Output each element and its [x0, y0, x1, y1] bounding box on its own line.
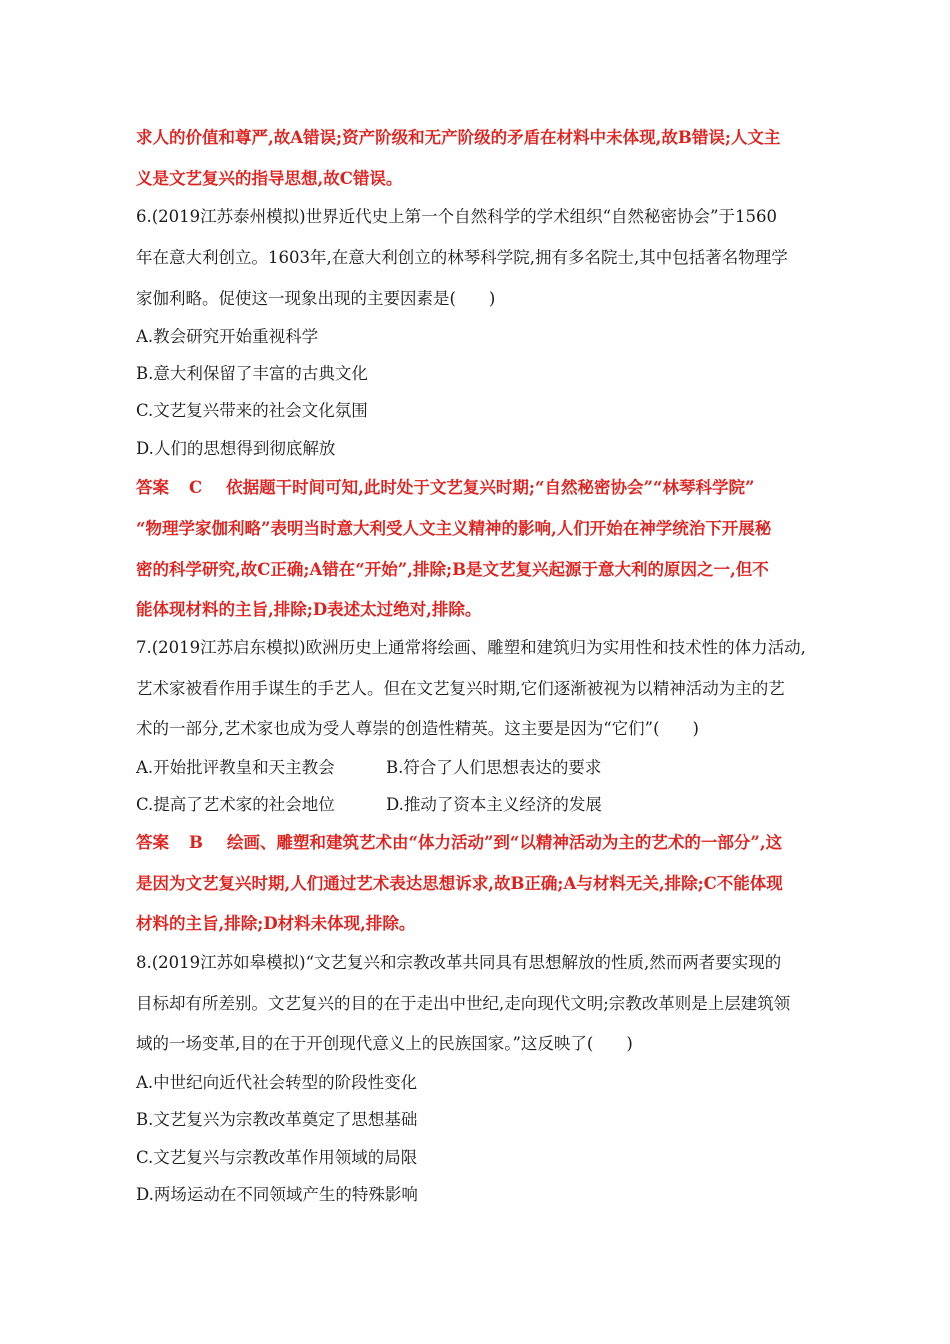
- option-d: D.两场运动在不同领域产生的特殊影响: [136, 1185, 418, 1204]
- option-b: B.符合了人们思想表达的要求: [386, 758, 602, 777]
- explanation-line: 是因为文艺复兴时期,人们通过艺术表达思想诉求,故B正确;A与材料无关,排除;C不能体现: [136, 874, 783, 893]
- question-stem-line: 域的一场变革,目的在于开创现代意义上的民族国家。”这反映了( ): [136, 1034, 633, 1053]
- option-b: B.意大利保留了丰富的古典文化: [136, 364, 368, 383]
- option-a: A.中世纪向近代社会转型的阶段性变化: [136, 1073, 418, 1092]
- explanation-line: “物理学家伽利略”表明当时意大利受人文主义精神的影响,人们开始在神学统治下开展秘: [136, 519, 772, 538]
- question-stem-line: 艺术家被看作用手谋生的手艺人。但在文艺复兴时期,它们逐渐被视为以精神活动为主的艺: [136, 679, 785, 698]
- question-stem-line: 7.(2019江苏启东模拟)欧洲历史上通常将绘画、雕塑和建筑归为实用性和技术性的体力活动,: [136, 638, 806, 657]
- question-stem-line: 年在意大利创立。1603年,在意大利创立的林琴科学院,拥有多名院士,其中包括著名物理学: [136, 248, 788, 267]
- option-d: D.推动了资本主义经济的发展: [386, 795, 602, 814]
- question-stem-line: 术的一部分,艺术家也成为受人尊崇的创造性精英。这主要是因为“它们”( ): [136, 719, 699, 738]
- answer-label: 答案: [136, 833, 169, 852]
- explanation-line: 能体现材料的主旨,排除;D表述太过绝对,排除。: [136, 600, 482, 619]
- explanation-line: 义是文艺复兴的指导思想,故C错误。: [136, 169, 403, 188]
- answer-key: C: [189, 478, 203, 497]
- option-c: C.提高了艺术家的社会地位: [136, 795, 335, 814]
- question-stem-line: 8.(2019江苏如皋模拟)“文艺复兴和宗教改革共同具有思想解放的性质,然而两者要实现的: [136, 953, 782, 972]
- answer-line: [136, 832, 782, 854]
- answer-key: B: [189, 833, 203, 852]
- question-stem-line: 家伽利略。促使这一现象出现的主要因素是( ): [136, 289, 496, 308]
- explanation-line: 密的科学研究,故C正确;A错在“开始”,排除;B是文艺复兴起源于意大利的原因之一,但不: [136, 560, 769, 579]
- question-stem-line: 目标却有所差别。文艺复兴的目的在于走出中世纪,走向现代文明;宗教改革则是上层建筑领: [136, 994, 791, 1013]
- option-d: D.人们的思想得到彻底解放: [136, 439, 336, 458]
- explanation-text: 绘画、雕塑和建筑艺术由“体力活动”到“以精神活动为主的艺术的一部分”,这: [226, 833, 783, 852]
- option-a: A.教会研究开始重视科学: [136, 327, 319, 346]
- option-b: B.文艺复兴为宗教改革奠定了思想基础: [136, 1110, 418, 1129]
- explanation-line: 求人的价值和尊严,故A错误;资产阶级和无产阶级的矛盾在材料中未体现,故B错误;人文主: [136, 128, 781, 147]
- option-row: [136, 757, 602, 779]
- answer-label: 答案: [136, 478, 169, 497]
- answer-line: [136, 477, 754, 499]
- option-c: C.文艺复兴带来的社会文化氛围: [136, 401, 368, 420]
- explanation-line: 材料的主旨,排除;D材料未体现,排除。: [136, 914, 416, 933]
- explanation-text: 依据题干时间可知,此时处于文艺复兴时期;“自然秘密协会”“林琴科学院”: [226, 478, 755, 497]
- option-a: A.开始批评教皇和天主教会: [136, 758, 335, 777]
- option-c: C.文艺复兴与宗教改革作用领域的局限: [136, 1148, 418, 1167]
- option-row: [136, 794, 602, 816]
- question-stem-line: 6.(2019江苏泰州模拟)世界近代史上第一个自然科学的学术组织“自然秘密协会”于1560: [136, 207, 777, 226]
